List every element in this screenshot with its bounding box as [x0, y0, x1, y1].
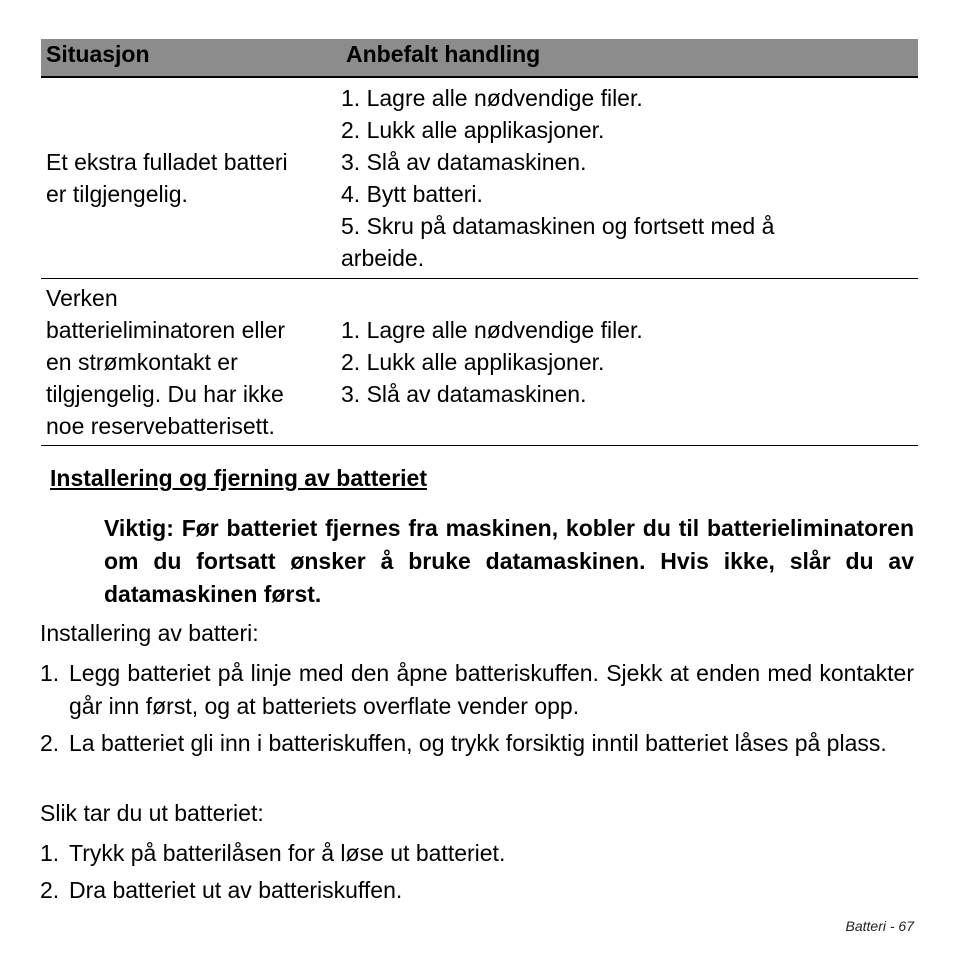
cell-line: 2. Lukk alle applikasjoner. [341, 349, 605, 375]
situation-cell [41, 279, 341, 445]
cell-line: 5. Skru på datamaskinen og fortsett med å [341, 213, 775, 239]
cell-line: 2. Lukk alle applikasjoner. [341, 117, 605, 143]
table-header [41, 39, 918, 78]
cell-line: arbeide. [341, 245, 425, 271]
cell-line: noe reservebatterisett. [46, 413, 275, 439]
section-heading: Installering og fjerning av batteriet [50, 465, 428, 491]
cell-line: Et ekstra fulladet batteri [46, 149, 288, 175]
battery-situation-table [41, 39, 918, 446]
cell-line: Verken [46, 285, 118, 311]
list-text: La batteriet gli inn i batteriskuffen, og trykk forsiktig inntil batteriet låses på plass. [69, 730, 887, 756]
header-recommended-action: Anbefalt handling [346, 41, 541, 67]
table-row [41, 78, 918, 279]
situation-cell [41, 78, 341, 278]
install-steps-list [40, 657, 914, 760]
list-number: 1. [40, 840, 60, 866]
cell-line: batterieliminatoren eller [46, 317, 286, 343]
cell-line: 3. Slå av datamaskinen. [341, 149, 587, 175]
list-item [40, 657, 914, 723]
important-note: Viktig: Før batteriet fjernes fra maskinen, kobler du til batterieliminatoren om du fortsatt ønsker å bruke datamaskinen. Hvis ikke, slår du av datamaskinen først. [104, 515, 914, 607]
page-footer: Batteri - 67 [845, 918, 914, 934]
cell-line: 3. Slå av datamaskinen. [341, 381, 587, 407]
list-item [40, 837, 914, 870]
cell-line: 1. Lagre alle nødvendige filer. [341, 317, 643, 343]
remove-label: Slik tar du ut batteriet: [40, 800, 264, 826]
cell-line: 1. Lagre alle nødvendige filer. [341, 85, 643, 111]
list-number: 2. [40, 877, 60, 903]
cell-line: er tilgjengelig. [46, 181, 188, 207]
table-row [41, 279, 918, 446]
action-cell [341, 78, 918, 278]
cell-line: tilgjengelig. Du har ikke [46, 381, 284, 407]
header-situation: Situasjon [46, 41, 150, 67]
action-cell [341, 279, 918, 445]
remove-steps-list [40, 837, 914, 907]
list-item [40, 874, 914, 907]
list-number: 1. [40, 660, 60, 686]
list-number: 2. [40, 730, 60, 756]
cell-line: en strømkontakt er [46, 349, 238, 375]
list-text: Legg batteriet på linje med den åpne batteriskuffen. Sjekk at enden med kontakter går inn først, og at batteriets overflate vender opp. [69, 660, 914, 719]
list-text: Trykk på batterilåsen for å løse ut batteriet. [69, 840, 506, 866]
list-text: Dra batteriet ut av batteriskuffen. [69, 877, 403, 903]
list-item [40, 727, 914, 760]
cell-line: 4. Bytt batteri. [341, 181, 483, 207]
install-label: Installering av batteri: [40, 620, 259, 646]
